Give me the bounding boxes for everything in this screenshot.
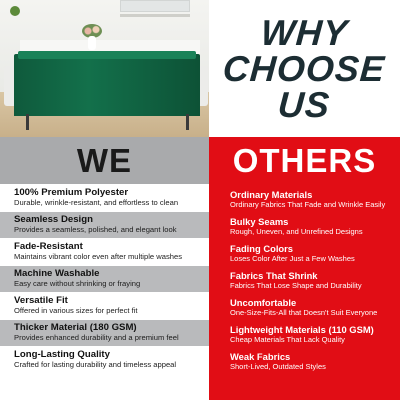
others-feature-desc: Rough, Uneven, and Unrefined Designs [230, 227, 363, 236]
we-feature-desc: Provides a seamless, polished, and elegant look [14, 225, 177, 234]
others-feature-desc: Cheap Materials That Lack Quality [230, 335, 345, 344]
photo-tablecloth [14, 54, 200, 116]
we-feature-title: Versatile Fit [14, 295, 68, 306]
we-feature-title: Thicker Material (180 GSM) [14, 322, 137, 333]
others-feature-title: Lightweight Materials (110 GSM) [230, 324, 374, 335]
others-feature-row [209, 211, 400, 238]
photo-window [120, 0, 190, 12]
we-feature-title: Machine Washable [14, 268, 100, 279]
others-feature-row [209, 346, 400, 373]
we-feature-row [0, 319, 209, 346]
we-feature-row [0, 238, 209, 265]
others-feature-desc: One-Size-Fits-All that Doesn't Suit Everyone [230, 308, 378, 317]
we-feature-desc: Offered in various sizes for perfect fit [14, 306, 138, 315]
product-photo-tablecloth [0, 0, 209, 137]
we-title: WE [76, 141, 133, 179]
we-feature-desc: Provides enhanced durability and a premium feel [14, 333, 179, 342]
photo-table-leg [186, 114, 189, 130]
headline-line-1: WHY [259, 11, 350, 53]
others-title: OTHERS [232, 141, 377, 179]
photo-vase [88, 36, 96, 50]
we-feature-title: Fade-Resistant [14, 241, 83, 252]
headline-line-2: CHOOSE [222, 47, 387, 89]
others-feature-list [209, 184, 400, 400]
others-feature-row [209, 265, 400, 292]
headline-line-3: US [277, 83, 332, 125]
others-feature-row [209, 184, 400, 211]
others-feature-title: Ordinary Materials [230, 189, 313, 200]
photo-table-top [18, 51, 196, 59]
why-choose-us-headline [209, 0, 400, 137]
photo-shelf [120, 14, 190, 17]
we-feature-desc: Easy care without shrinking or fraying [14, 279, 141, 288]
we-feature-row [0, 211, 209, 238]
we-feature-desc: Maintains vibrant color even after multiple washes [14, 252, 182, 261]
we-feature-title: 100% Premium Polyester [14, 187, 129, 198]
photo-plant [10, 6, 20, 16]
others-feature-row [209, 292, 400, 319]
we-feature-row [0, 346, 209, 373]
photo-table-leg [26, 114, 29, 130]
others-feature-title: Fading Colors [230, 243, 294, 254]
others-feature-title: Weak Fabrics [230, 351, 291, 362]
others-feature-row [209, 319, 400, 346]
we-column-header [0, 137, 209, 184]
others-feature-desc: Short-Lived, Outdated Styles [230, 362, 326, 371]
we-feature-row [0, 292, 209, 319]
we-feature-title: Seamless Design [14, 214, 93, 225]
we-feature-desc: Durable, wrinkle-resistant, and effortless to clean [14, 198, 179, 207]
we-feature-row [0, 265, 209, 292]
others-feature-row [209, 238, 400, 265]
we-feature-list [0, 184, 209, 400]
others-feature-desc: Loses Color After Just a Few Washes [230, 254, 355, 263]
we-feature-title: Long-Lasting Quality [14, 349, 110, 360]
others-column-header [209, 137, 400, 184]
others-feature-title: Bulky Seams [230, 216, 289, 227]
we-feature-desc: Crafted for lasting durability and timeless appeal [14, 360, 177, 369]
others-feature-desc: Ordinary Fabrics That Fade and Wrinkle Easily [230, 200, 386, 209]
others-feature-title: Fabrics That Shrink [230, 270, 318, 281]
others-feature-desc: Fabrics That Lose Shape and Durability [230, 281, 362, 290]
we-feature-row [0, 184, 209, 211]
others-feature-title: Uncomfortable [230, 297, 297, 308]
